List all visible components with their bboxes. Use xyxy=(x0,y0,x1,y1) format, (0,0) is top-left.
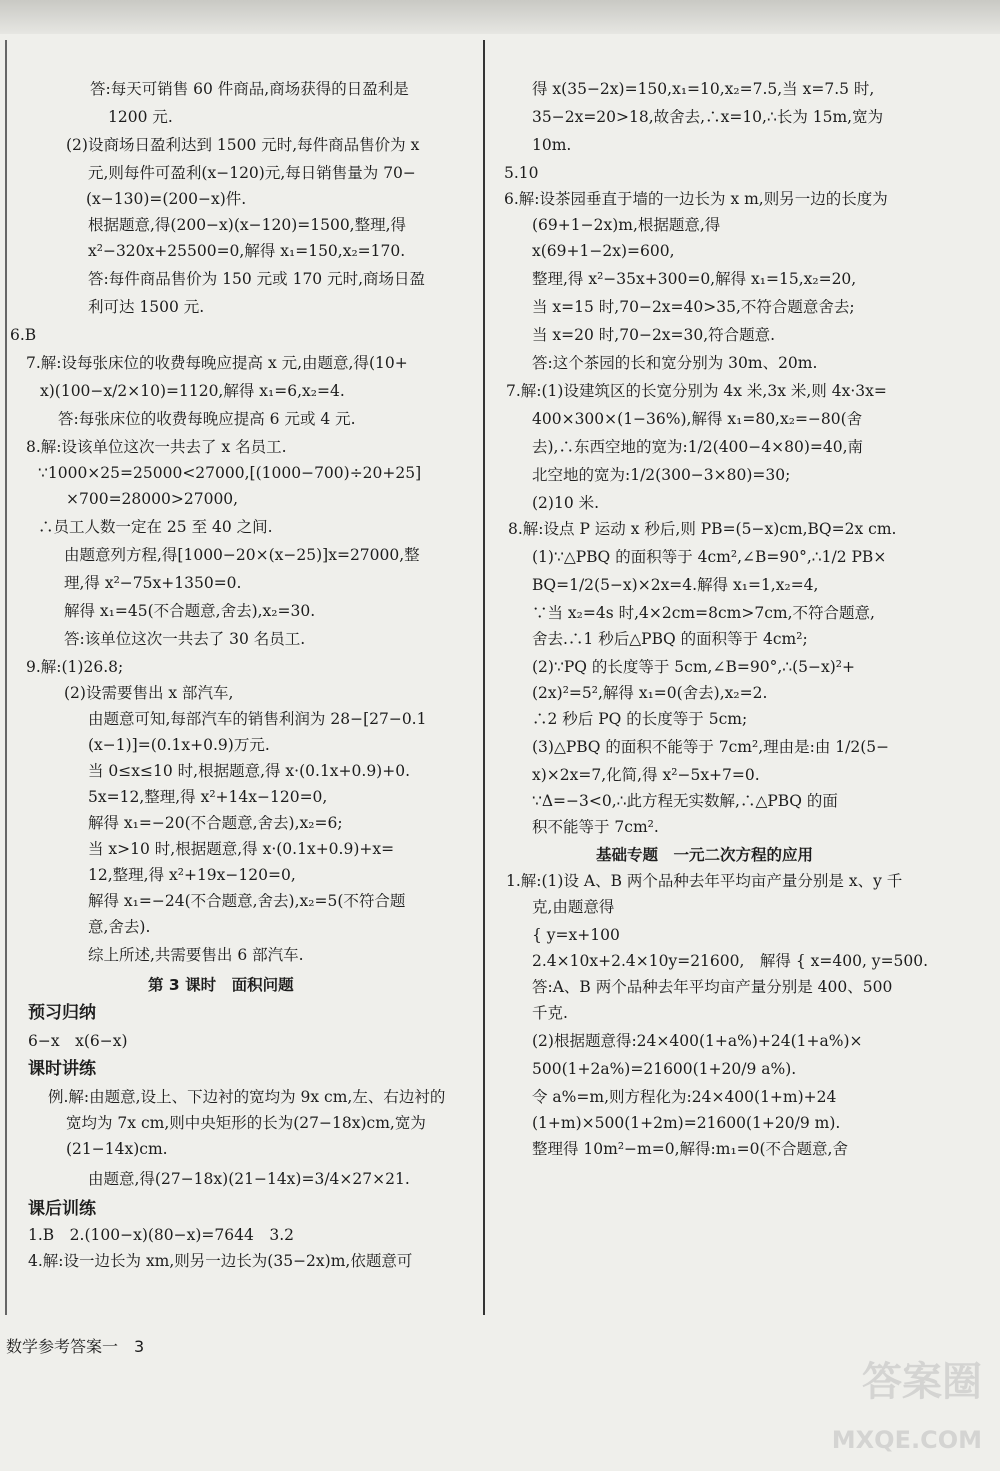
right-line-6: x(69+1−2x)=600, xyxy=(532,242,675,260)
right-line-15: (2)10 米. xyxy=(532,494,600,512)
right-line-9: 当 x=20 时,70−2x=30,符合题意. xyxy=(532,326,776,344)
right-line-10: 答:这个茶园的长和宽分别为 30m、20m. xyxy=(532,354,818,372)
left-line-29: 12,整理,得 x²+19x−120=0, xyxy=(88,866,296,884)
left-line-42: 1.B 2.(100−x)(80−x)=7644 3.2 xyxy=(28,1226,295,1244)
left-line-12: 答:每张床位的收费每晚应提高 6 元或 4 元. xyxy=(58,410,356,428)
right-line-14: 北空地的宽为:1/2(300−3×80)=30; xyxy=(532,466,791,484)
left-line-13: 8.解:设该单位这次一共去了 x 名员工. xyxy=(26,438,287,456)
watermark-bottom: MXQE.COM xyxy=(831,1426,982,1454)
left-line-41: 课后训练 xyxy=(28,1199,96,1219)
right-line-37: 令 a%=m,则方程化为:24×400(1+m)+24 xyxy=(532,1088,837,1106)
left-line-32: 综上所述,共需要售出 6 部汽车. xyxy=(88,946,304,964)
right-line-32: 2.4×10x+2.4×10y=21600, 解得 { x=400, y=500. xyxy=(532,952,929,970)
left-line-8: 利可达 1500 元. xyxy=(88,298,205,316)
column-divider xyxy=(483,40,485,1315)
right-line-1: 35−2x=20>18,故舍去,∴x=10,∴长为 15m,宽为 xyxy=(532,108,884,126)
left-line-38: 宽均为 7x cm,则中央矩形的长为(27−18x)cm,宽为 xyxy=(66,1114,426,1132)
left-line-26: 5x=12,整理,得 x²+14x−120=0, xyxy=(88,788,328,806)
left-line-6: x²−320x+25500=0,解得 x₁=150,x₂=170. xyxy=(88,242,406,260)
right-line-25: x)×2x=7,化简,得 x²−5x+7=0. xyxy=(532,766,760,784)
left-line-1: 1200 元. xyxy=(108,108,173,126)
right-line-23: ∴2 秒后 PQ 的长度等于 5cm; xyxy=(532,710,748,728)
right-line-18: BQ=1/2(5−x)×2x=4.解得 x₁=1,x₂=4, xyxy=(532,576,819,594)
right-line-26: ∵Δ=−3<0,∴此方程无实数解,∴△PBQ 的面 xyxy=(532,792,838,810)
right-line-20: 舍去.∴1 秒后△PBQ 的面积等于 4cm²; xyxy=(532,630,808,648)
left-line-43: 4.解:设一边长为 xm,则另一边长为(35−2x)m,依题意可 xyxy=(28,1252,413,1270)
left-line-30: 解得 x₁=−24(不合题意,舍去),x₂=5(不符合题 xyxy=(88,892,406,910)
right-line-11: 7.解:(1)设建筑区的长宽分别为 4x 米,3x 米,则 4x·3x= xyxy=(506,382,887,400)
left-line-3: 元,则每件可盈利(x−120)元,每日销售量为 70− xyxy=(88,164,416,182)
right-line-22: (2x)²=5²,解得 x₁=0(舍去),x₂=2. xyxy=(532,684,768,702)
right-line-35: (2)根据题意得:24×400(1+a%)+24(1+a%)× xyxy=(532,1032,863,1050)
left-line-16: ∴员工人数一定在 25 至 40 之间. xyxy=(38,518,273,536)
left-line-21: 9.解:(1)26.8; xyxy=(26,658,124,676)
right-line-13: 去),∴东西空地的宽为:1/2(400−4×80)=40,南 xyxy=(532,438,864,456)
left-line-35: 6−x x(6−x) xyxy=(28,1032,128,1050)
right-line-39: 整理得 10m²−m=0,解得:m₁=0(不合题意,舍 xyxy=(532,1140,848,1158)
watermark-logo xyxy=(812,1350,994,1462)
left-line-18: 理,得 x²−75x+1350=0. xyxy=(64,574,242,592)
left-line-17: 由题意列方程,得[1000−20×(x−25)]x=27000,整 xyxy=(64,546,420,564)
right-line-12: 400×300×(1−36%),解得 x₁=80,x₂=−80(舍 xyxy=(532,410,863,428)
left-line-25: 当 0≤x≤10 时,根据题意,得 x·(0.1x+0.9)+0. xyxy=(88,762,411,780)
right-line-28: 基础专题 一元二次方程的应用 xyxy=(596,846,814,864)
left-line-11: x)(100−x/2×10)=1120,解得 x₁=6,x₂=4. xyxy=(40,382,345,400)
scan-top-edge xyxy=(0,0,1000,34)
left-line-15: ×700=28000>27000, xyxy=(66,490,239,508)
left-line-37: 例.解:由题意,设上、下边衬的宽均为 9x cm,左、右边衬的 xyxy=(48,1088,446,1106)
left-line-20: 答:该单位这次一共去了 30 名员工. xyxy=(64,630,306,648)
right-line-7: 整理,得 x²−35x+300=0,解得 x₁=15,x₂=20, xyxy=(532,270,857,288)
right-line-5: (69+1−2x)m,根据题意,得 xyxy=(532,216,721,234)
left-line-36: 课时讲练 xyxy=(28,1059,96,1079)
left-line-22: (2)设需要售出 x 部汽车, xyxy=(64,684,234,702)
right-line-30: 克,由题意得 xyxy=(532,898,615,916)
left-line-34: 预习归纳 xyxy=(28,1003,96,1023)
page-footer-label: 数学参考答案一 3 xyxy=(6,1337,145,1356)
left-line-9: 6.B xyxy=(10,326,37,344)
right-line-21: (2)∵PQ 的长度等于 5cm,∠B=90°,∴(5−x)²+ xyxy=(532,658,855,676)
left-line-5: 根据题意,得(200−x)(x−120)=1500,整理,得 xyxy=(88,216,407,234)
left-line-2: (2)设商场日盈利达到 1500 元时,每件商品售价为 x xyxy=(66,136,420,154)
right-line-16: 8.解:设点 P 运动 x 秒后,则 PB=(5−x)cm,BQ=2x cm. xyxy=(508,520,897,538)
right-line-2: 10m. xyxy=(532,136,572,154)
left-line-31: 意,舍去). xyxy=(88,918,151,936)
right-line-29: 1.解:(1)设 A、B 两个品种去年平均亩产量分别是 x、y 千 xyxy=(506,872,903,890)
right-line-8: 当 x=15 时,70−2x=40>35,不符合题意舍去; xyxy=(532,298,855,316)
left-line-24: (x−1)]=(0.1x+0.9)万元. xyxy=(88,736,270,754)
right-line-19: ∵当 x₂=4s 时,4×2cm=8cm>7cm,不符合题意, xyxy=(532,604,875,622)
left-edge-line xyxy=(5,40,7,1315)
right-line-24: (3)△PBQ 的面积不能等于 7cm²,理由是:由 1/2(5− xyxy=(532,738,890,756)
right-line-38: (1+m)×500(1+2m)=21600(1+20/9 m). xyxy=(532,1114,841,1132)
left-line-4: (x−130)=(200−x)件. xyxy=(86,190,247,208)
left-line-0: 答:每天可销售 60 件商品,商场获得的日盈利是 xyxy=(90,80,409,98)
left-line-19: 解得 x₁=45(不合题意,舍去),x₂=30. xyxy=(64,602,316,620)
right-line-4: 6.解:设茶园垂直于墙的一边长为 x m,则另一边的长度为 xyxy=(504,190,888,208)
right-line-0: 得 x(35−2x)=150,x₁=10,x₂=7.5,当 x=7.5 时, xyxy=(532,80,875,98)
right-line-33: 答:A、B 两个品种去年平均亩产量分别是 400、500 xyxy=(532,978,893,996)
right-line-3: 5.10 xyxy=(504,164,539,182)
left-line-40: 由题意,得(27−18x)(21−14x)=3/4×27×21. xyxy=(88,1170,410,1188)
right-line-31: { y=x+100 xyxy=(532,926,620,944)
left-line-33: 第 3 课时 面积问题 xyxy=(148,976,294,994)
right-line-17: (1)∵△PBQ 的面积等于 4cm²,∠B=90°,∴1/2 PB× xyxy=(532,548,887,566)
left-line-27: 解得 x₁=−20(不合题意,舍去),x₂=6; xyxy=(88,814,343,832)
left-line-7: 答:每件商品售价为 150 元或 170 元时,商场日盈 xyxy=(88,270,426,288)
left-line-10: 7.解:设每张床位的收费每晚应提高 x 元,由题意,得(10+ xyxy=(26,354,408,372)
left-line-39: (21−14x)cm. xyxy=(66,1140,168,1158)
right-line-27: 积不能等于 7cm². xyxy=(532,818,659,836)
left-line-23: 由题意可知,每部汽车的销售利润为 28−[27−0.1 xyxy=(88,710,427,728)
right-line-36: 500(1+2a%)=21600(1+20/9 a%). xyxy=(532,1060,797,1078)
left-line-14: ∵1000×25=25000<27000,[(1000−700)÷20+25] xyxy=(38,464,422,482)
right-line-34: 千克. xyxy=(532,1004,568,1022)
left-line-28: 当 x>10 时,根据题意,得 x·(0.1x+0.9)+x= xyxy=(88,840,395,858)
watermark-top: 答案圈 xyxy=(862,1359,982,1405)
